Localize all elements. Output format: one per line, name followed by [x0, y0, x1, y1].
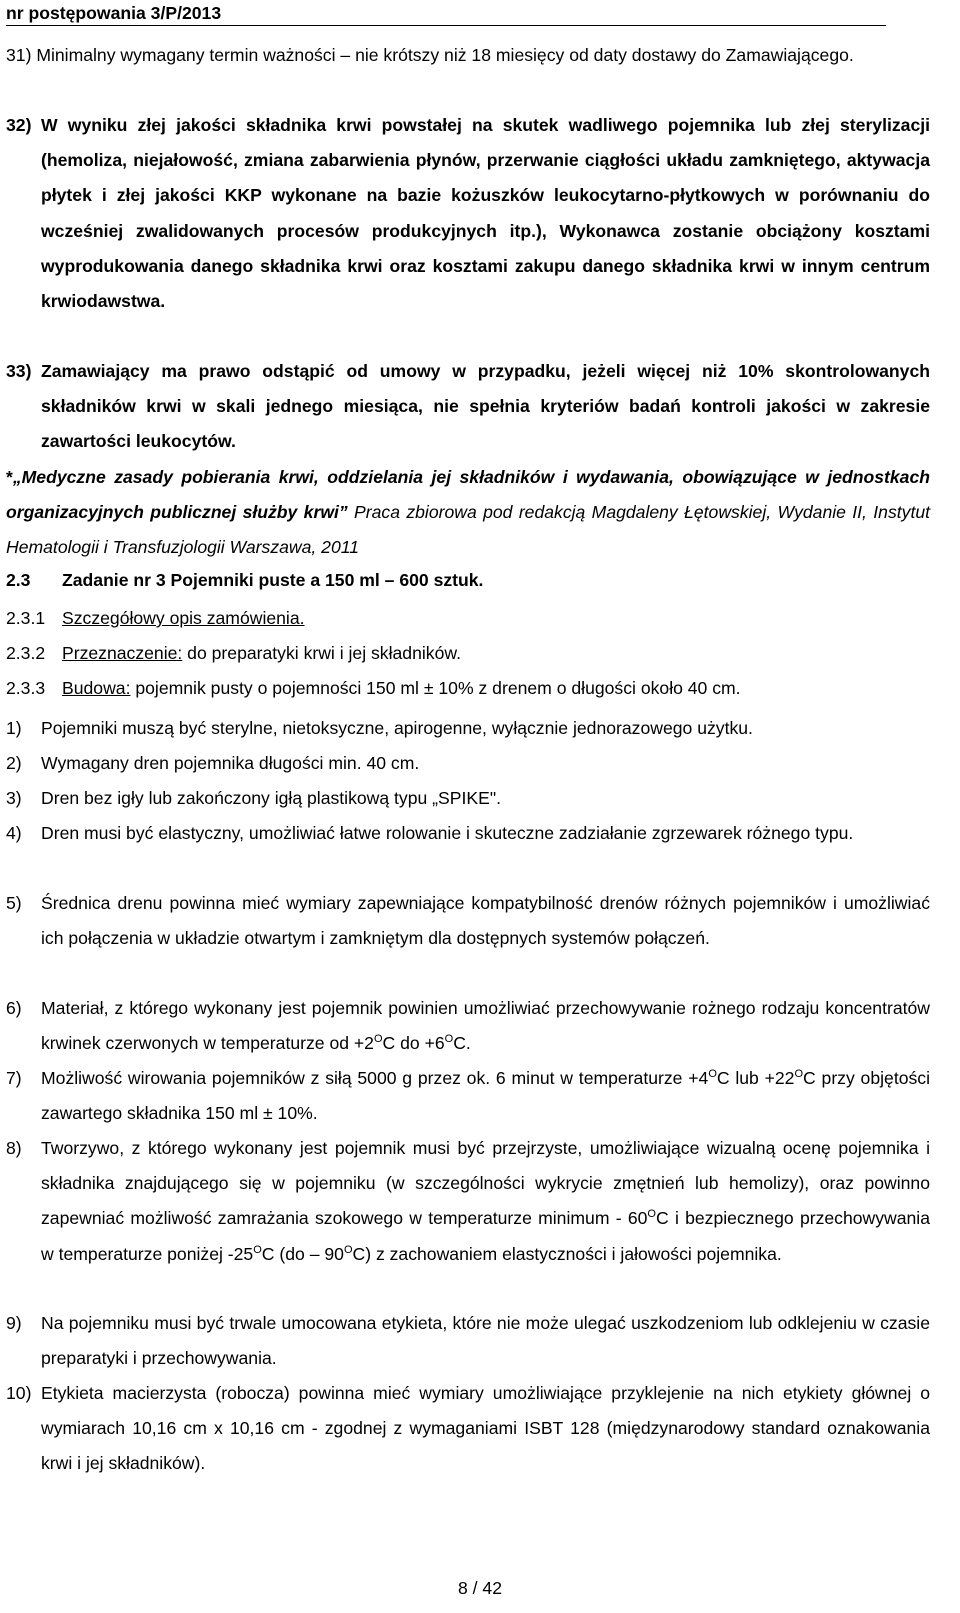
list-item-text: Dren bez igły lub zakończony igłą plastikową typu „SPIKE".: [41, 788, 501, 808]
text-run: C.: [453, 1033, 471, 1054]
list-item-number: 4): [6, 823, 22, 843]
section-2-3-title: Zadanie nr 3 Pojemniki puste a 150 ml – 600 sztuk.: [62, 570, 484, 590]
list-item-number: 8): [6, 1138, 22, 1158]
degree-sign: O: [343, 1243, 353, 1256]
text-run: Materiał, z którego wykonany jest pojemnik powinien umożliwiać przechowywanie rożnego rodzaju koncentratów krwinek czerwonych w temperaturze od +2: [41, 998, 930, 1054]
list-item-number: 6): [6, 998, 22, 1018]
footnote: [6, 460, 930, 566]
page-number: 8 / 42: [457, 1578, 503, 1598]
section-2-3-1: [6, 608, 930, 630]
text-run: C) z zachowaniem elastyczności i jałowości pojemnika.: [352, 1243, 782, 1264]
list-item-number: 10): [6, 1383, 32, 1403]
section-2-3-2-number: 2.3.2: [6, 643, 46, 663]
list-item-number: 7): [6, 1068, 22, 1088]
paragraph-32-number: 32): [6, 115, 32, 135]
list-item-text: Wymagany dren pojemnika długości min. 40 cm.: [41, 753, 420, 773]
footnote-title: „Medyczne zasady pobierania krwi, oddzielania jej składników i wydawania, obowiązujące w jednostkach organizacyjnych publicznej służby krwi”: [6, 467, 930, 523]
paragraph-31: 31) Minimalny wymagany termin ważności – nie krótszy niż 18 miesięcy od daty dostawy do Zamawiającego.: [6, 45, 854, 65]
list-item-number: 9): [6, 1313, 22, 1333]
list-item-text: Dren musi być elastyczny, umożliwiać łatwe rolowanie i skuteczne zadziałanie zgrzewarek różnego typu.: [41, 823, 854, 843]
text-run: C lub +22: [716, 1068, 795, 1088]
paragraph-32-text: W wyniku złej jakości składnika krwi powstałej na skutek wadliwego pojemnika lub złej sterylizacji (hemoliza, niejałowość, zmiana zabarwienia płynów, przerwanie ciągłości układu zamkniętego, aktywacja płytek i złej jakości KKP wykonane na bazie kożuszków leukocytarno-płytkowych w porównaniu do wcześniej zwalidowanych procesów produkcyjnych itp.), Wykonawca zostanie obciążony kosztami wyprodukowania danego składnika krwi oraz kosztami zakupu danego składnika krwi w innym centrum krwiodawstwa.: [41, 115, 930, 312]
list-item-text: Średnica drenu powinna mieć wymiary zapewniające kompatybilność drenów różnych pojemników i umożliwiać ich połączenia w układzie otwartym i zamkniętym dla dostępnych systemów połączeń.: [41, 893, 930, 949]
section-2-3-2-label: Przeznaczenie:: [62, 643, 183, 663]
paragraph-33-text: Zamawiający ma prawo odstąpić od umowy w przypadku, jeżeli więcej niż 10% skontrolowanych składników krwi w skali jednego miesiąca, nie spełnia kryteriów badań kontroli jakości w zakresie zawartości leukocytów.: [41, 361, 930, 452]
text-run: C (do – 90: [261, 1243, 344, 1264]
section-2-3-3-number: 2.3.3: [6, 678, 46, 698]
section-2-3-3: [6, 678, 930, 700]
section-2-3-2: [6, 643, 930, 665]
text-run: Tworzywo, z którego wykonany jest pojemnik musi być przejrzyste, umożliwiające wizualną ocenę pojemnika i składnika znajdującego się w pojemniku (w szczególności wykrycie zmętnień lub hemolizy), oraz powinno zapewniać możliwość zamrażania szokowego w temperaturze minimum - 60: [41, 1138, 930, 1229]
list-item-number: 1): [6, 718, 22, 738]
degree-sign: O: [647, 1208, 656, 1221]
page-header: nr postępowania 3/P/2013: [6, 2, 886, 26]
footnote-source: Praca zbiorowa pod redakcją Magdaleny Łętowskiej, Wydanie II, Instytut Hematologii i Transfuzjologii Warszawa, 2011: [6, 502, 930, 558]
list-item-number: 2): [6, 753, 22, 773]
list-item-text: Etykieta macierzysta (robocza) powinna mieć wymiary umożliwiające przyklejenie na nich etykiety głównej o wymiarach 10,16 cm x 10,16 cm - zgodnej z wymaganiami ISBT 128 (międzynarodowy standard oznakowania krwi i jej składników).: [41, 1383, 930, 1474]
paragraph-33-number: 33): [6, 361, 32, 381]
section-2-3-number: 2.3: [6, 570, 31, 590]
text-run: C i bezpiecznego przechowywania w temperaturze poniżej -25: [41, 1208, 931, 1264]
list-item-text: Pojemniki muszą być sterylne, nietoksyczne, apirogenne, wyłącznie jednorazowego użytku.: [41, 718, 753, 738]
list-item-text: [41, 1131, 930, 1272]
list-item-text: [41, 1061, 930, 1131]
footnote-marker: *: [6, 467, 13, 487]
degree-sign: O: [794, 1068, 804, 1080]
section-2-3-1-label: Szczegółowy opis zamówienia.: [62, 608, 305, 628]
text-run: C przy objętości zawartego składnika 150 ml ± 10%.: [41, 1068, 930, 1124]
degree-sign: O: [253, 1243, 262, 1256]
section-2-3: [6, 570, 930, 592]
section-2-3-3-text: pojemnik pusty o pojemności 150 ml ± 10% z drenem o długości około 40 cm.: [130, 678, 741, 698]
list-item-text: Na pojemniku musi być trwale umocowana etykieta, które nie może ulegać uszkodzeniom lub odklejeniu w czasie preparatyki i przechowywania.: [41, 1313, 930, 1369]
text-run: C do +6: [382, 1033, 445, 1054]
list-item-number: 5): [6, 893, 22, 913]
list-item-number: 3): [6, 788, 22, 808]
section-2-3-3-label: Budowa:: [62, 678, 131, 698]
section-2-3-2-text: do preparatyki krwi i jej składników.: [182, 643, 461, 663]
text-run: Możliwość wirowania pojemników z siłą 5000 g przez ok. 6 minut w temperaturze +4: [41, 1068, 709, 1088]
degree-sign: O: [373, 1033, 383, 1046]
section-2-3-1-number: 2.3.1: [6, 608, 46, 628]
degree-sign: O: [444, 1033, 454, 1046]
degree-sign: O: [708, 1068, 717, 1080]
list-item-text: [41, 991, 930, 1061]
document-page: [6, 0, 930, 1613]
